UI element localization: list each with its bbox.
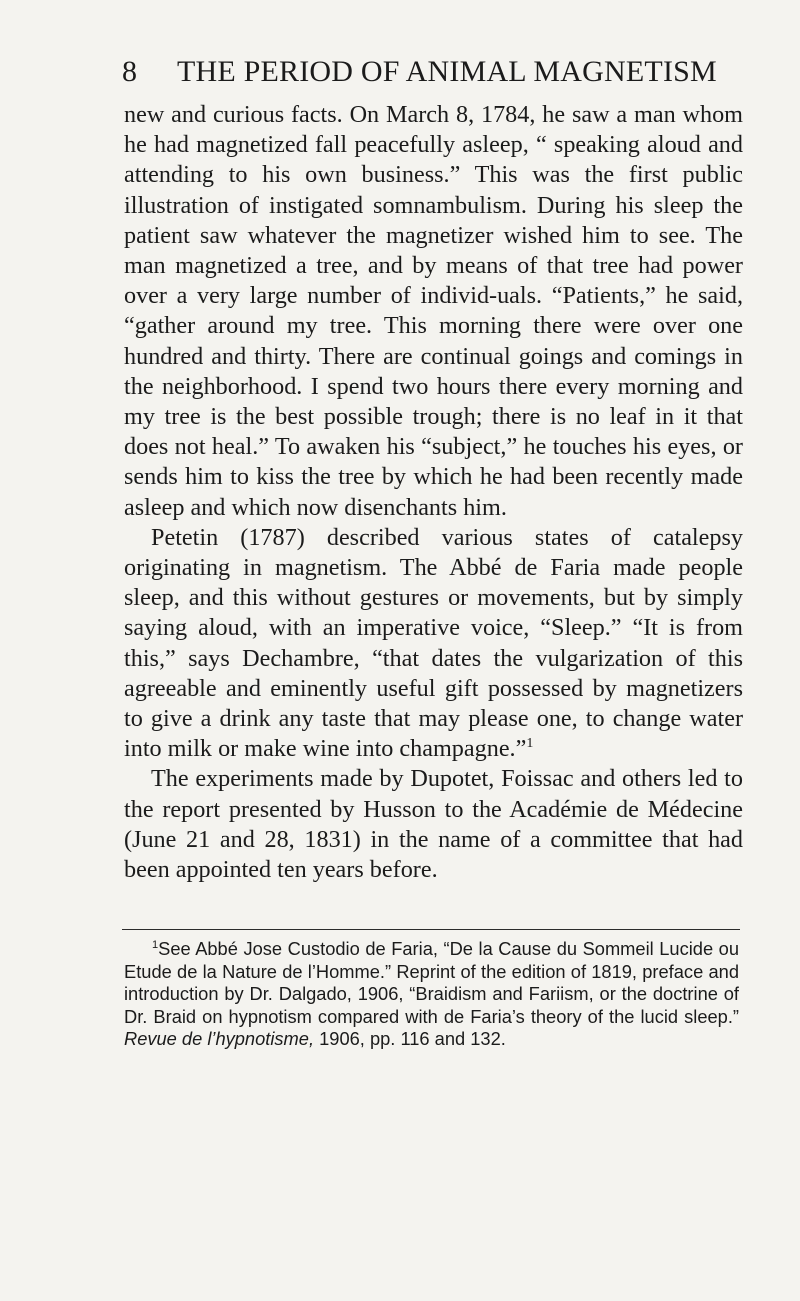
paragraph-1 xyxy=(124,100,743,523)
paragraph-1-text: new and curious facts. On March 8, 1784, he saw a man whom he had magnetized fall peacefully asleep, “ speaking aloud and attending to his own business.” This was the first public illustration of instigated somnambulism. During his sleep the patient saw whatever the magnetizer wished him to see. The man magnetized a tree, and by means of that tree had power over a very large number of individ-uals. “Patients,” he said, “gather around my tree. This morning there were over one hundred and thirty. There are continual goings and comings in the neighborhood. I spend two hours there every morning and my tree is the best possible trough; there is no leaf in it that does not heal.” To awaken his “subject,” he touches his eyes, or sends him to kiss the tree by which he had been recently made asleep and which now disenchants him. xyxy=(124,101,743,521)
running-title: THE PERIOD OF ANIMAL MAGNETISM xyxy=(177,55,717,88)
footnote-reference: 1 xyxy=(526,736,534,752)
footnote-citation: 1906, pp. 116 and 132. xyxy=(319,1028,506,1050)
paragraph-3-text: The experiments made by Dupotet, Foissac and others led to the report presented by Husson to the Académie de Médecine (June 21 and 28, 1831) in the name of a committee that had been appointed ten years before. xyxy=(124,765,743,884)
paragraph-3 xyxy=(124,764,743,885)
footnote-text: See Abbé Jose Custodio de Faria, “De la Cause du Sommeil Lucide ou Etude de la Nature de l’Homme.” Reprint of the edition of 1819, preface and introduction by Dr. Dalgado, 1906, “Braidism and Fariism, or the doctrine of Dr. Braid on hypnotism compared with de Faria’s theory of the lucid sleep.” xyxy=(124,938,739,1027)
footnote xyxy=(124,938,739,1051)
footnote-journal-title: Revue de l’hypnotisme, xyxy=(124,1028,315,1050)
page-header xyxy=(122,52,717,92)
body-text xyxy=(124,100,743,885)
page-number: 8 xyxy=(122,55,137,88)
footnote-divider xyxy=(122,929,740,930)
paragraph-2 xyxy=(124,523,743,765)
footnote-marker: 1 xyxy=(152,938,159,951)
paragraph-2-text: Petetin (1787) described various states of catalepsy originating in magnetism. The Abbé de Faria made people sleep, and this without gestures or movements, but by simply saying aloud, with an imperative voice, “Sleep.” “It is from this,” says Dechambre, “that dates the vulgarization of this agreeable and eminently useful gift possessed by magnetizers to give a drink any taste that may please one, to change water into milk or make wine into champagne.” xyxy=(124,523,743,763)
